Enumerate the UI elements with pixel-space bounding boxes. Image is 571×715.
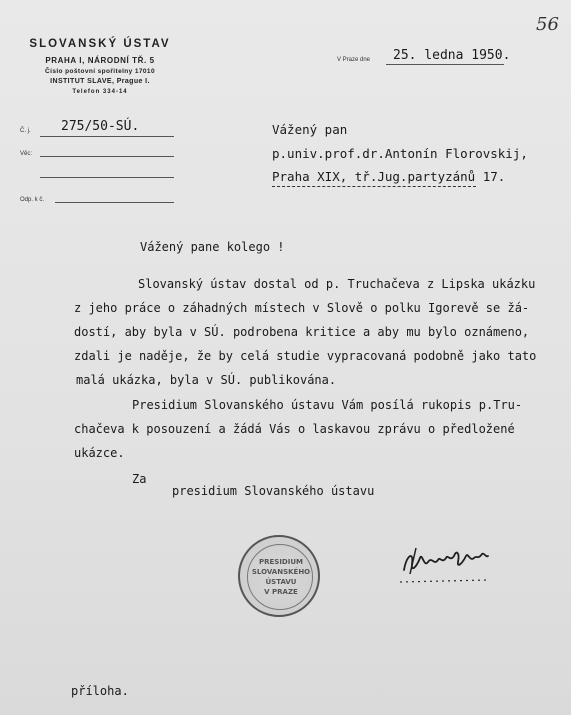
stamp-inner-ring xyxy=(247,544,313,610)
subject-rule-2 xyxy=(40,177,174,178)
reply-reference-label: Odp. k č. xyxy=(20,197,45,203)
stamp-text: PRESIDIUM xyxy=(258,558,303,566)
recipient-line-3: Praha XIX, tř.Jug.partyzánů 17. xyxy=(272,169,506,184)
recipient-line-1: Vážený pan xyxy=(272,122,348,137)
letterhead-account: Číslo poštovní spořitelny 17010 xyxy=(45,68,155,75)
stamp-text: ÚSTAVU xyxy=(265,578,297,586)
attachment-note: příloha. xyxy=(71,684,129,698)
recipient-underline xyxy=(272,186,476,187)
body-line: ukázce. xyxy=(74,446,125,460)
body-line: zdali je naděje, že by celá studie vypracovaná podobně jako tato xyxy=(74,349,537,363)
date-label: V Praze dne xyxy=(337,57,371,63)
page-number: 56 xyxy=(536,14,559,35)
handwritten-signature xyxy=(396,538,496,588)
letterhead-phone: Telefon 334-14 xyxy=(72,89,128,95)
body-line: Slovanský ústav dostal od p. Truchačeva z Lipska ukázku xyxy=(138,277,536,291)
letterhead-english-name: INSTITUT SLAVE, Prague I. xyxy=(50,78,150,85)
body-line: malá ukázka, byla v SÚ. publikována. xyxy=(76,373,337,387)
reply-reference-rule xyxy=(55,202,174,203)
body-line: Presidium Slovanského ústavu Vám posílá rukopis p.Tru- xyxy=(132,398,523,412)
letterhead-name: SLOVANSKÝ ÚSTAV xyxy=(29,38,171,50)
subject-rule xyxy=(40,156,174,157)
body-line: chačeva k posouzení a žádá Vás o laskavou zprávu o předložené xyxy=(74,422,515,436)
recipient-line-2: p.univ.prof.dr.Antonín Florovskij, xyxy=(272,146,528,161)
reference-number: 275/50-SÚ. xyxy=(61,119,140,134)
stamp-text: SLOVANSKÉHO xyxy=(251,568,311,576)
salutation: Vážený pane kolego ! xyxy=(140,240,285,254)
reference-rule xyxy=(40,136,174,137)
body-line: z jeho práce o záhadných místech v Slově o polku Igorevě se žá- xyxy=(74,301,530,315)
closing-za: Za xyxy=(132,472,147,486)
reference-label: Č. j. xyxy=(20,128,31,134)
closing-presidium: presidium Slovanského ústavu xyxy=(172,484,375,498)
date-rule xyxy=(386,64,504,65)
stamp-text: V PRAZE xyxy=(264,588,298,596)
letterhead-address: PRAHA I, NÁRODNÍ TŘ. 5 xyxy=(45,56,155,65)
official-stamp xyxy=(238,535,320,617)
subject-label: Věc: xyxy=(20,151,33,157)
date-value: 25. ledna 1950. xyxy=(393,48,511,63)
body-line: dostí, aby byla v SÚ. podrobena kritice a aby mu bylo oznámeno, xyxy=(74,325,530,339)
